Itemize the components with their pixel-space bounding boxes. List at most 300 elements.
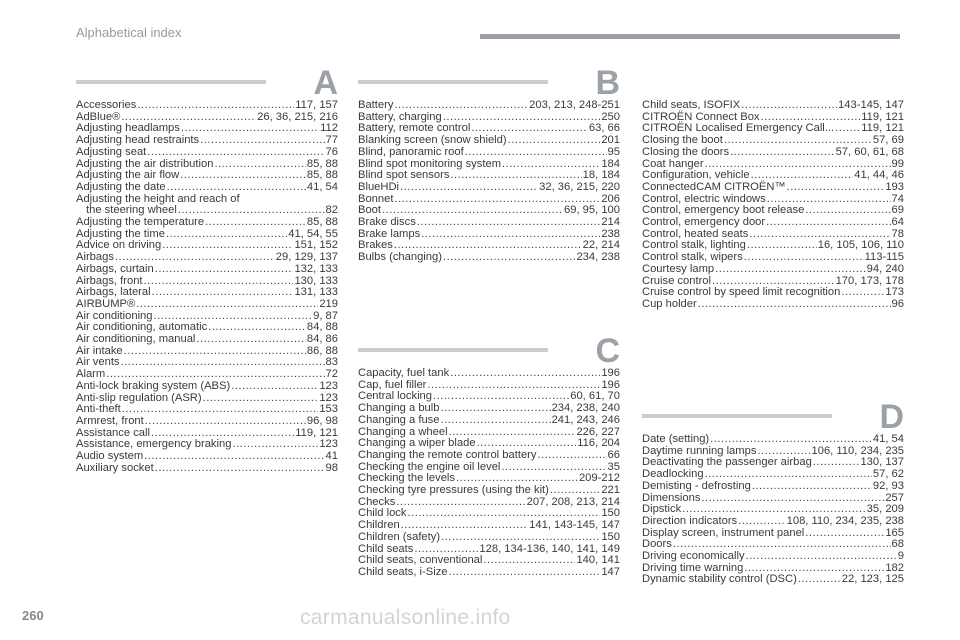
section-letter: C (595, 332, 620, 370)
leader-dots (738, 516, 785, 528)
index-entry (642, 299, 904, 311)
entry-pages: 78 (891, 227, 904, 240)
leader-dots (137, 100, 294, 112)
leader-dots (741, 100, 837, 112)
index-entry (642, 516, 904, 528)
entry-pages: 141, 143-145, 147 (529, 519, 620, 532)
entry-label: Control, emergency door (642, 216, 766, 229)
entry-label: Accessories (76, 99, 137, 111)
entry-pages: 123 (319, 438, 338, 451)
entry-pages: 140, 141 (576, 554, 620, 567)
entry-label: AdBlue® (76, 110, 121, 123)
leader-dots (232, 439, 318, 451)
entry-label: Changing a wheel (358, 425, 448, 438)
index-entry (358, 450, 620, 462)
index-entry (642, 574, 904, 586)
entry-label: Anti-lock braking system (ABS) (76, 379, 231, 392)
entry-pages: 32, 36, 215, 220 (539, 180, 620, 193)
index-entry (642, 551, 904, 563)
entry-label: Brake lamps (358, 227, 421, 240)
entry-label: Blind spot sensors (358, 169, 450, 182)
entry-pages: 85, 88 (306, 157, 338, 170)
entry-pages: 250 (601, 110, 620, 123)
section-letter: B (595, 64, 620, 102)
entry-label: Driving time warning (642, 561, 744, 574)
entry-label: Capacity, fuel tank (358, 367, 450, 379)
entry-label: Control stalk, lighting (642, 239, 746, 252)
entry-label: Airbags, front (76, 274, 143, 287)
entry-pages: 182 (885, 561, 904, 574)
entry-label: Control, emergency boot release (642, 204, 805, 217)
entry-label: Date (setting) (642, 433, 710, 445)
entry-pages: 234, 238 (576, 251, 620, 264)
entry-pages: 98 (325, 461, 338, 474)
entry-pages: 119, 121 (861, 122, 904, 135)
leader-dots (396, 497, 525, 509)
leader-dots (433, 391, 569, 403)
leader-dots (205, 217, 306, 229)
index-entry (358, 182, 620, 194)
leader-dots (181, 123, 319, 135)
entry-pages: 241, 243, 246 (551, 413, 620, 426)
leader-dots (710, 434, 872, 446)
entry-pages: 63, 66 (588, 122, 620, 135)
entry-pages: 16, 105, 106, 110 (817, 239, 904, 252)
entry-label: Blanking screen (snow shield) (358, 134, 507, 147)
leader-dots (730, 147, 834, 159)
leader-dots (122, 404, 319, 416)
index-entry (642, 147, 904, 159)
entry-pages: 69, 95, 100 (564, 204, 620, 217)
entry-label: Airbags, lateral (76, 286, 151, 299)
index-entry (358, 217, 620, 229)
leader-dots (166, 229, 287, 241)
entry-label: Dimensions (642, 491, 701, 504)
index-entry (76, 416, 338, 428)
entry-label: Adjusting the air flow (76, 169, 180, 182)
entry-label: Air conditioning, automatic (76, 321, 208, 334)
leader-dots (508, 135, 601, 147)
leader-dots (394, 100, 528, 112)
leader-dots (196, 334, 305, 346)
entry-pages: 113-115 (864, 251, 904, 264)
leader-dots (208, 322, 306, 334)
entry-label: Adjusting the air distribution (76, 157, 214, 170)
entry-label: Changing the remote control battery (358, 448, 537, 461)
section-a-header (76, 64, 338, 102)
entry-label: Checks (358, 495, 396, 508)
leader-dots (744, 252, 864, 264)
leader-dots (787, 182, 885, 194)
entry-pages: 26, 36, 215, 216 (257, 110, 338, 123)
entry-pages: 99 (891, 157, 904, 170)
entry-pages: 150 (601, 507, 620, 520)
entry-pages: 151, 152 (294, 239, 338, 252)
entry-label: CITROËN Localised Emergency Call... (642, 122, 835, 135)
entry-label: BlueHDi (358, 180, 400, 193)
leader-dots (698, 299, 891, 311)
entry-label: Airbags (76, 251, 114, 264)
entry-pages: 92, 93 (872, 479, 904, 492)
entry-label: Brakes (358, 239, 393, 252)
entry-pages: 130, 137 (860, 456, 904, 469)
entry-label: Closing the boot (642, 134, 723, 147)
entry-label: Blind, panoramic roof (358, 145, 464, 158)
leader-dots (450, 368, 600, 380)
page-header-title: Alphabetical index (76, 25, 182, 40)
index-entry (358, 532, 620, 544)
section-divider (358, 348, 548, 352)
entry-label: Adjusting the temperature (76, 216, 205, 229)
entry-label: Changing a wiper blade (358, 437, 476, 450)
leader-dots (162, 240, 293, 252)
entry-pages: 153 (319, 403, 338, 416)
entry-label: Airbags, curtain (76, 262, 154, 275)
entry-pages: 234, 238, 240 (551, 402, 620, 415)
entry-pages: 85, 88 (306, 216, 338, 229)
entry-pages: 173 (885, 286, 904, 299)
leader-dots (203, 393, 319, 405)
entry-pages: 57, 62 (872, 468, 904, 481)
entry-pages: 95 (607, 145, 620, 158)
entry-pages: 123 (319, 391, 338, 404)
entry-label: Central locking (358, 390, 432, 403)
entry-pages: 29, 129, 137 (275, 251, 338, 264)
entry-pages: 9, 87 (313, 309, 338, 322)
entry-label: Children (358, 519, 400, 532)
entry-label: Advice on driving (76, 239, 162, 252)
section-a (76, 64, 338, 475)
entry-pages: 96 (891, 297, 904, 310)
entry-pages: 35, 209 (866, 503, 904, 516)
entry-label: Adjusting seat (76, 145, 147, 158)
entry-pages: 41, 54, 55 (288, 227, 338, 240)
entry-pages: 41 (325, 450, 338, 463)
section-divider (76, 80, 266, 84)
entry-label: Adjusting head restraints (76, 134, 200, 147)
entry-label: Cup holder (642, 297, 697, 310)
entry-label: Air conditioning, manual (76, 333, 196, 346)
index-entry (642, 264, 904, 276)
entry-pages: 226, 227 (576, 425, 620, 438)
entry-pages: 76 (325, 145, 338, 158)
entry-label: Checking tyre pressures (using the kit) (358, 484, 549, 497)
entry-pages: 112 (320, 122, 338, 135)
entry-pages: 86, 88 (306, 344, 338, 357)
entry-pages: 219 (319, 297, 338, 310)
index-entry (358, 415, 620, 427)
entry-pages: 22, 123, 125 (841, 573, 904, 586)
entry-pages: 206 (601, 192, 620, 205)
entry-label: Child seats, conventional (358, 554, 483, 567)
index-entry (76, 463, 338, 475)
entry-pages: 84, 86 (306, 333, 338, 346)
entry-pages: 94, 240 (866, 262, 904, 275)
leader-dots (180, 170, 306, 182)
leader-dots (421, 229, 600, 241)
entry-pages: 201 (601, 134, 620, 147)
entry-label: CITROËN Connect Box (642, 110, 760, 123)
entry-pages: 96, 98 (306, 414, 338, 427)
entry-label: Control stalk, wipers (642, 251, 743, 264)
watermark: carmanualsonline.info (300, 606, 511, 629)
entry-label: Child seats, ISOFIX (642, 99, 741, 111)
entry-label: Dynamic stability control (DSC) (642, 573, 797, 586)
entry-label: Deadlocking (642, 468, 704, 481)
leader-dots (752, 481, 872, 493)
section-d (642, 398, 904, 586)
leader-dots (841, 287, 884, 299)
entry-label: Armrest, front (76, 414, 144, 427)
entry-label: Air intake (76, 344, 123, 357)
entry-pages: 196 (601, 367, 620, 379)
index-entry (642, 528, 904, 540)
leader-dots (167, 182, 306, 194)
section-c-header (358, 332, 620, 370)
leader-dots (121, 357, 325, 369)
entry-label: Anti-theft (76, 403, 121, 416)
index-entry (358, 368, 620, 380)
leader-dots (441, 403, 551, 415)
entry-label: Checking the engine oil level (358, 460, 501, 473)
entry-label: Daytime running lamps (642, 444, 757, 457)
entry-label: Display screen, instrument panel (642, 526, 805, 539)
section-c-continued (642, 100, 904, 311)
entry-label: Child seats (358, 542, 414, 555)
entry-label: Blind spot monitoring system (358, 157, 502, 170)
entry-pages: 131, 133 (294, 286, 338, 299)
entry-label: Alarm (76, 368, 106, 381)
index-entry (76, 264, 338, 276)
entry-pages: 165 (885, 526, 904, 539)
leader-dots (417, 217, 601, 229)
entry-label: Children (safety) (358, 530, 441, 543)
entry-pages: 64 (891, 216, 904, 229)
entry-pages: 41, 54 (306, 180, 338, 193)
entry-pages: 132, 133 (294, 262, 338, 275)
entry-label: Deactivating the passenger airbag (642, 456, 812, 469)
entry-label: Air conditioning (76, 309, 153, 322)
entry-pages: 119, 121 (295, 426, 338, 439)
leader-dots (145, 416, 306, 428)
entry-label: Adjusting the height and reach of (76, 192, 240, 205)
entry-pages: 57, 60, 61, 68 (835, 145, 904, 158)
index-entry (358, 147, 620, 159)
entry-label: Anti-slip regulation (ASR) (76, 391, 202, 404)
header-bar (480, 34, 900, 39)
index-entry (358, 229, 620, 241)
leader-dots (701, 493, 884, 505)
entry-pages: 77 (325, 134, 338, 147)
leader-dots (155, 264, 294, 276)
leader-dots (766, 217, 890, 229)
entry-pages: 60, 61, 70 (570, 390, 620, 403)
entry-pages: 82 (325, 204, 338, 217)
entry-pages: 74 (891, 192, 904, 205)
index-entry (642, 493, 904, 505)
entry-pages: 22, 214 (582, 239, 620, 252)
index-entry (76, 357, 338, 369)
entry-pages: 123 (319, 379, 338, 392)
entry-pages: 18, 184 (582, 169, 620, 182)
entry-label: Coat hanger (642, 157, 704, 170)
entry-label: Battery (358, 99, 394, 111)
entry-pages: 193 (885, 180, 904, 193)
entry-pages: 85, 88 (306, 169, 338, 182)
leader-dots (805, 205, 890, 217)
entry-label: Battery, charging (358, 110, 442, 123)
entry-pages: 106, 110, 234, 235 (811, 444, 904, 457)
entry-pages: 66 (607, 448, 620, 461)
entry-label: Child seats, i-Size (358, 565, 448, 578)
entry-pages: 221 (601, 484, 620, 497)
entry-pages: 196 (601, 378, 620, 391)
leader-dots (400, 182, 538, 194)
entry-label: Demisting - defrosting (642, 479, 751, 492)
section-b-header (358, 64, 620, 102)
index-entry (76, 182, 338, 194)
entry-label: AIRBUMP® (76, 297, 136, 310)
entry-label: Changing a fuse (358, 413, 440, 426)
leader-dots (449, 567, 601, 579)
entry-pages: 35 (607, 460, 620, 473)
index-entry (642, 217, 904, 229)
index-entry (76, 334, 338, 346)
section-c (358, 332, 620, 579)
entry-label: Courtesy lamp (642, 262, 715, 275)
index-entry (642, 182, 904, 194)
entry-label: Adjusting headlamps (76, 122, 180, 135)
section-letter: A (313, 64, 338, 102)
index-entry (358, 485, 620, 497)
section-divider (358, 80, 548, 84)
entry-pages: 214 (601, 216, 620, 229)
entry-label: Child lock (358, 507, 407, 520)
leader-dots (214, 159, 305, 171)
entry-pages: 68 (891, 538, 904, 551)
index-entry (642, 434, 904, 446)
entry-pages: 84, 88 (306, 321, 338, 334)
entry-pages: 116, 204 (577, 437, 620, 450)
index-entry (358, 252, 620, 264)
section-d-header (642, 398, 904, 436)
entry-pages: 184 (601, 157, 620, 170)
index-entry (358, 567, 620, 579)
entry-pages: 57, 69 (872, 134, 904, 147)
entry-label: Adjusting the time (76, 227, 165, 240)
entry-label: Battery, remote control (358, 122, 471, 135)
leader-dots (746, 551, 897, 563)
entry-label: Cap, fuel filler (358, 378, 427, 391)
entry-pages: 72 (325, 368, 338, 381)
entry-label: Dipstick (642, 503, 682, 516)
entry-pages: 170, 173, 178 (835, 274, 904, 287)
entry-label: Control, heated seats (642, 227, 749, 240)
entry-pages: 207, 208, 213, 214 (526, 495, 620, 508)
entry-label: Bulbs (changing) (358, 251, 442, 264)
entry-pages: 108, 110, 234, 235, 238 (786, 514, 904, 527)
entry-pages: 9 (897, 550, 904, 563)
leader-dots (798, 574, 841, 586)
leader-dots (136, 299, 318, 311)
leader-dots (155, 463, 325, 475)
entry-label: Configuration, vehicle (642, 169, 750, 182)
index-entry (76, 147, 338, 159)
entry-label: Air vents (76, 356, 120, 369)
leader-dots (813, 457, 860, 469)
entry-label: Boot (358, 204, 382, 217)
entry-label: ConnectedCAM CITROËN™ (642, 180, 786, 193)
entry-label: Closing the doors (642, 145, 730, 158)
section-divider (642, 414, 832, 418)
entry-label: Driving economically (642, 550, 745, 563)
page-number: 260 (22, 608, 44, 623)
entry-pages: 257 (885, 491, 904, 504)
entry-label: Assistance call (76, 426, 150, 439)
index-entry (76, 299, 338, 311)
entry-label: Control, electric windows (642, 192, 766, 205)
entry-label: Brake discs (358, 216, 416, 229)
entry-label: Bonnet (358, 192, 394, 205)
entry-label: the steering wheel (86, 204, 177, 217)
entry-label: Audio system (76, 450, 144, 463)
leader-dots (144, 451, 324, 463)
leader-dots (483, 555, 575, 567)
entry-label: Auxiliary socket (76, 461, 154, 474)
entry-pages: 203, 213, 248-251 (529, 99, 620, 111)
entry-pages: 41, 44, 46 (854, 169, 904, 182)
leader-dots (144, 276, 294, 288)
leader-dots (715, 264, 866, 276)
entry-pages: 209-212 (578, 472, 620, 485)
leader-dots (124, 346, 306, 358)
leader-dots (835, 123, 860, 135)
leader-dots (200, 135, 324, 147)
entry-label: Changing a bulb (358, 402, 440, 415)
leader-dots (152, 287, 294, 299)
leader-dots (465, 147, 607, 159)
entry-pages: 41, 54 (872, 433, 904, 445)
leader-dots (231, 381, 318, 393)
entry-label: Assistance, emergency braking (76, 438, 232, 451)
entry-pages: 83 (325, 356, 338, 369)
section-b (358, 64, 620, 264)
entry-label: Doors (642, 538, 672, 551)
index-entry (642, 481, 904, 493)
entry-label: Direction indicators (642, 514, 738, 527)
index-entry (76, 100, 338, 112)
entry-pages: 130, 133 (294, 274, 338, 287)
entry-pages: 147 (601, 565, 620, 578)
entry-pages: 119, 121 (861, 110, 904, 123)
entry-label: Cruise control (642, 274, 712, 287)
leader-dots (441, 532, 600, 544)
entry-label: Checking the levels (358, 472, 456, 485)
entry-pages: 117, 157 (295, 99, 338, 111)
leader-dots (747, 240, 817, 252)
index-entry (642, 100, 904, 112)
entry-pages: 128, 134-136, 140, 141, 149 (479, 542, 620, 555)
entry-pages: 150 (601, 530, 620, 543)
leader-dots (147, 147, 324, 159)
index-entry (358, 100, 620, 112)
leader-dots (805, 528, 884, 540)
entry-label: Cruise control by speed limit recognition (642, 286, 841, 299)
entry-pages: 238 (601, 227, 620, 240)
leader-dots (443, 252, 575, 264)
entry-pages: 69 (891, 204, 904, 217)
entry-pages: 143-145, 147 (838, 99, 904, 111)
